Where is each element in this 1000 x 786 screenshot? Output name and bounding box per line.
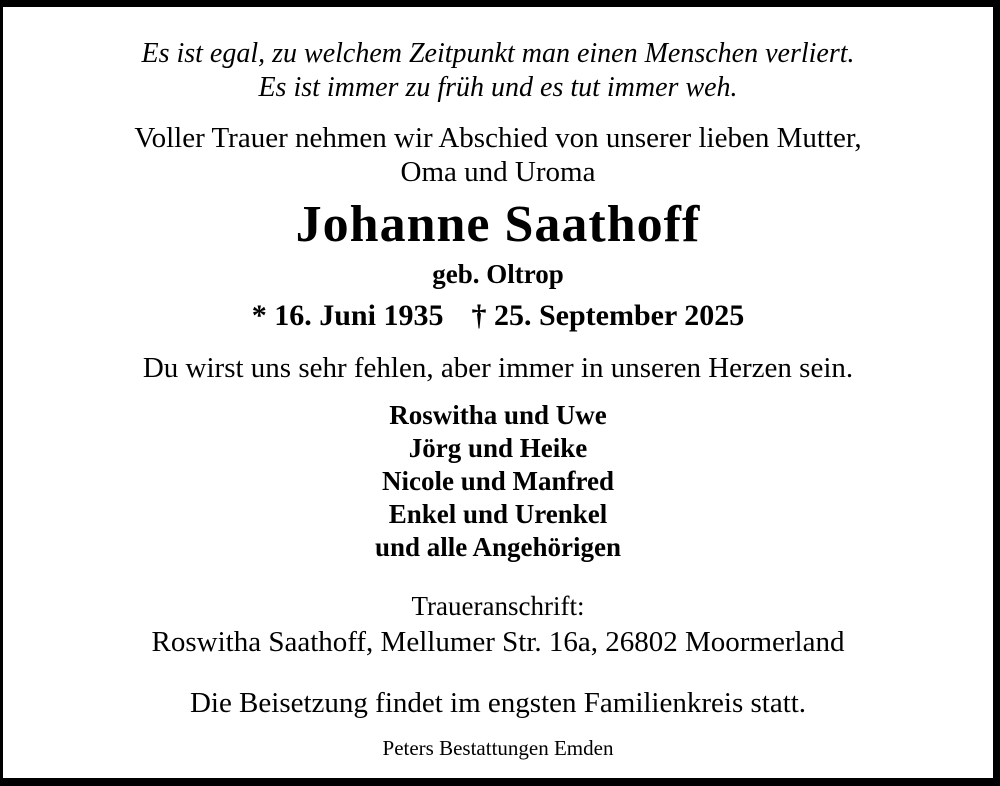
farewell-line: Du wirst uns sehr fehlen, aber immer in unseren Herzen sein.: [142, 352, 854, 384]
mourner-line: Jörg und Heike: [408, 433, 588, 463]
death-date: † 25. September 2025: [471, 299, 745, 332]
epigraph-line-1: Es ist egal, zu welchem Zeitpunkt man einen Menschen verliert.: [141, 38, 855, 69]
mourner-line: Enkel und Urenkel: [388, 499, 608, 529]
mourner-line: Roswitha und Uwe: [389, 400, 607, 430]
mourners-list: [3, 399, 993, 564]
mourner-line: Nicole und Manfred: [381, 466, 614, 496]
funeral-note: Die Beisetzung findet im engsten Familienkreis statt.: [189, 687, 807, 719]
birth-date: * 16. Juni 1935: [251, 299, 444, 332]
mourner-line: und alle Angehörigen: [374, 532, 622, 562]
epigraph: [3, 37, 993, 105]
intro-text: [3, 121, 993, 189]
maiden-name: geb. Oltrop: [432, 259, 564, 289]
condolence-address: Roswitha Saathoff, Mellumer Str. 16a, 26802 Moormerland: [151, 626, 845, 658]
intro-line-1: Voller Trauer nehmen wir Abschied von unserer lieben Mutter,: [134, 122, 862, 154]
epigraph-line-2: Es ist immer zu früh und es tut immer weh.: [258, 72, 738, 103]
deceased-name: Johanne Saathoff: [295, 196, 701, 253]
condolence-address-block: [3, 588, 993, 660]
life-dates: [3, 299, 993, 333]
intro-line-2: Oma und Uroma: [400, 156, 596, 188]
undertaker-name: Peters Bestattungen Emden: [382, 736, 614, 760]
condolence-label: Traueranschrift:: [411, 591, 585, 621]
